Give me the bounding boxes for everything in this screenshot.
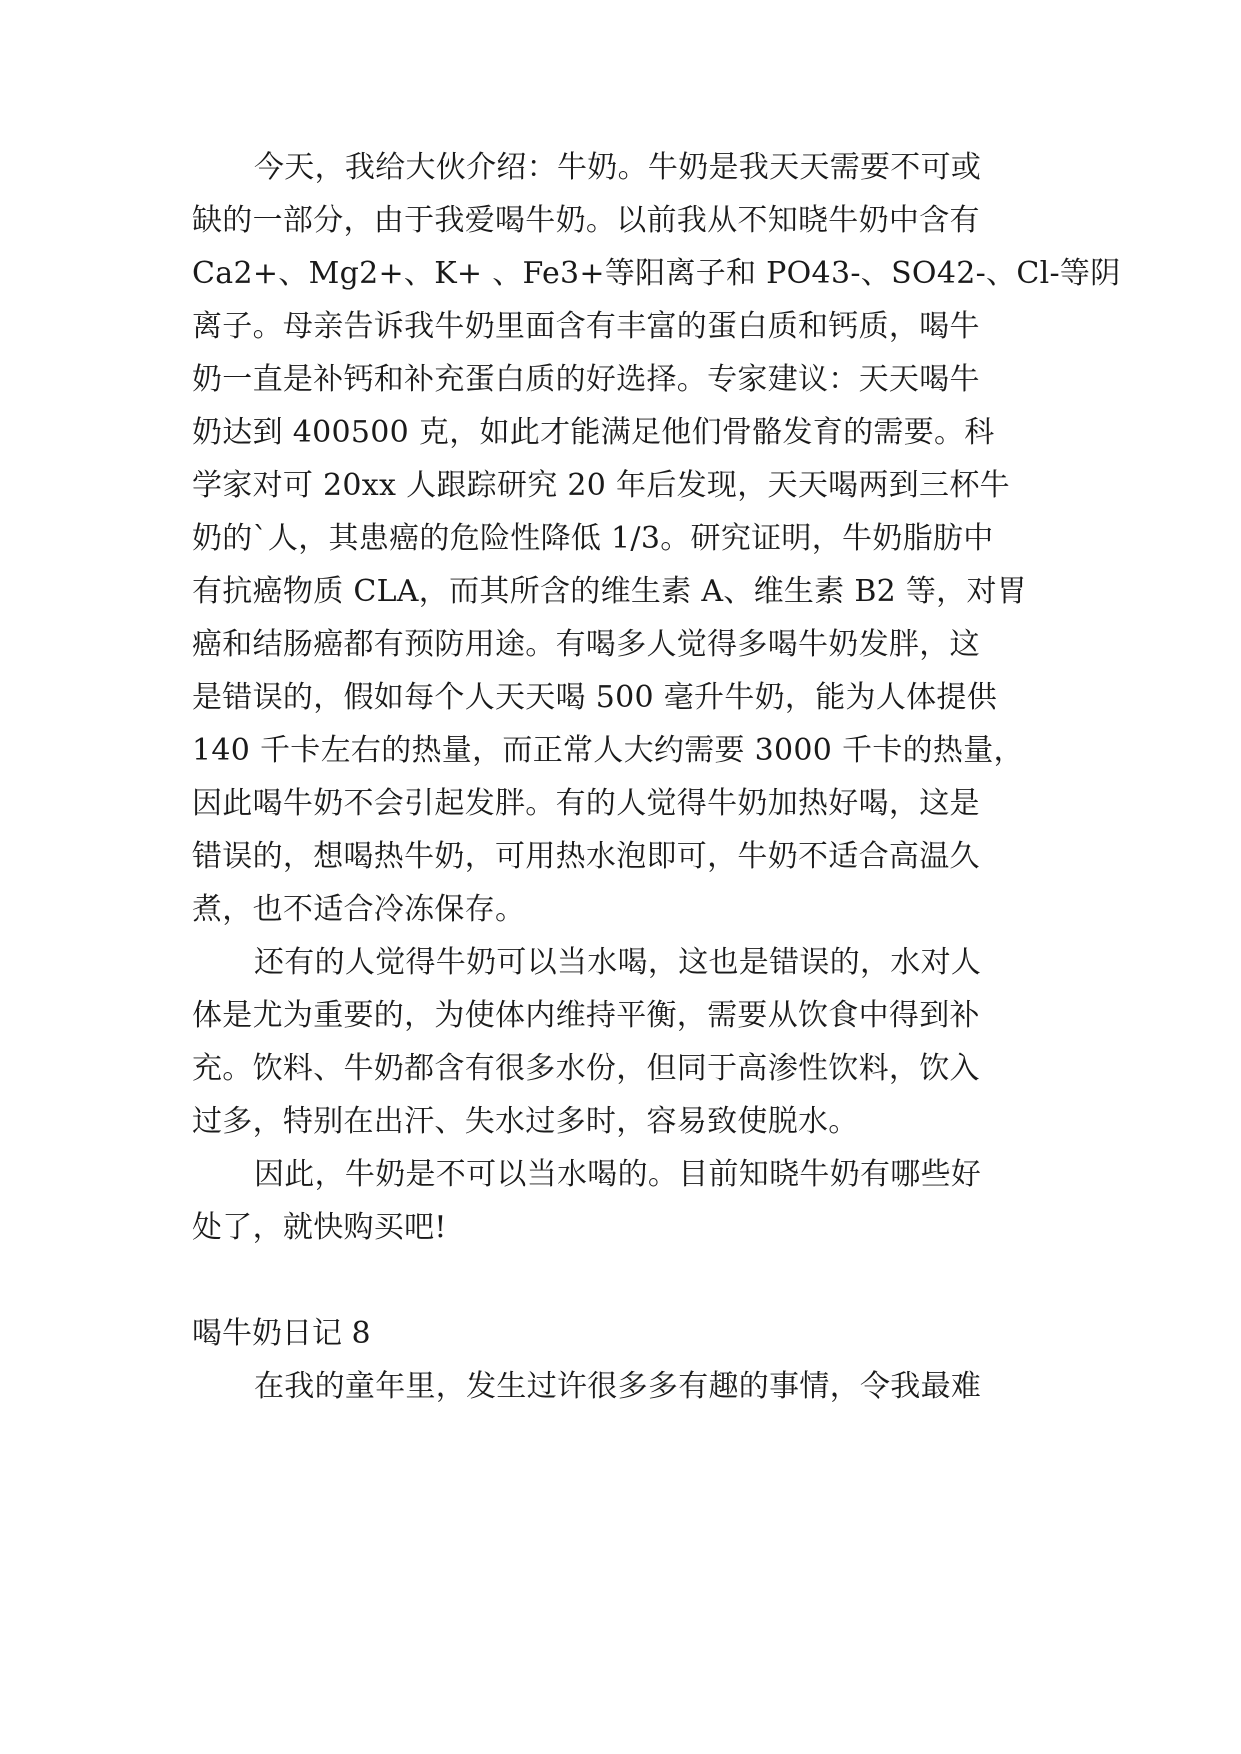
paragraph-1-line-10: 癌和结肠癌都有预防用途。有喝多人觉得多喝牛奶发胖，这 <box>192 627 980 662</box>
paragraph-1-line-1: 今天，我给大伙介绍：牛奶。牛奶是我天天需要不可或 <box>254 150 982 185</box>
paragraph-1-line-13: 因此喝牛奶不会引起发胖。有的人觉得牛奶加热好喝，这是 <box>192 786 980 821</box>
section-title: 喝牛奶日记 8 <box>192 1316 371 1351</box>
paragraph-1-line-3: Ca2+、Mg2+、K+ 、Fe3+等阳离子和 PO43-、SO42-、Cl-等阴 <box>192 256 1121 291</box>
paragraph-1-line-6: 奶达到 400500 克，如此才能满足他们骨骼发育的需要。科 <box>192 415 995 450</box>
paragraph-1-line-2: 缺的一部分，由于我爱喝牛奶。以前我从不知晓牛奶中含有 <box>192 203 980 238</box>
paragraph-1-line-15: 煮，也不适合冷冻保存。 <box>192 892 526 927</box>
paragraph-1-line-14: 错误的，想喝热牛奶，可用热水泡即可，牛奶不适合高温久 <box>192 839 980 874</box>
paragraph-2-line-3: 充。饮料、牛奶都含有很多水份，但同于高渗性饮料，饮入 <box>192 1051 980 1086</box>
paragraph-2-line-2: 体是尤为重要的，为使体内维持平衡，需要从饮食中得到补 <box>192 998 980 1033</box>
paragraph-2-line-1: 还有的人觉得牛奶可以当水喝，这也是错误的，水对人 <box>254 945 982 980</box>
paragraph-1-line-12: 140 千卡左右的热量，而正常人大约需要 3000 千卡的热量， <box>192 733 1024 768</box>
paragraph-1-line-11: 是错误的，假如每个人天天喝 500 毫升牛奶，能为人体提供 <box>192 680 998 715</box>
paragraph-1-line-9: 有抗癌物质 CLA，而其所含的维生素 A、维生素 B2 等，对胃 <box>192 574 1028 609</box>
paragraph-3-line-1: 因此，牛奶是不可以当水喝的。目前知晓牛奶有哪些好 <box>254 1157 982 1192</box>
paragraph-2-line-4: 过多，特别在出汗、失水过多时，容易致使脱水。 <box>192 1104 859 1139</box>
paragraph-3-line-2: 处了，就快购买吧! <box>192 1210 447 1245</box>
paragraph-1-line-5: 奶一直是补钙和补充蛋白质的好选择。专家建议：天天喝牛 <box>192 362 980 397</box>
paragraph-1-line-4: 离子。母亲告诉我牛奶里面含有丰富的蛋白质和钙质，喝牛 <box>192 309 980 344</box>
paragraph-1-line-7: 学家对可 20xx 人跟踪研究 20 年后发现，天天喝两到三杯牛 <box>192 468 1010 503</box>
section-first-line: 在我的童年里，发生过许很多多有趣的事情，令我最难 <box>254 1369 982 1404</box>
paragraph-1-line-8: 奶的`人，其患癌的危险性降低 1/3。研究证明，牛奶脂肪中 <box>192 521 994 556</box>
